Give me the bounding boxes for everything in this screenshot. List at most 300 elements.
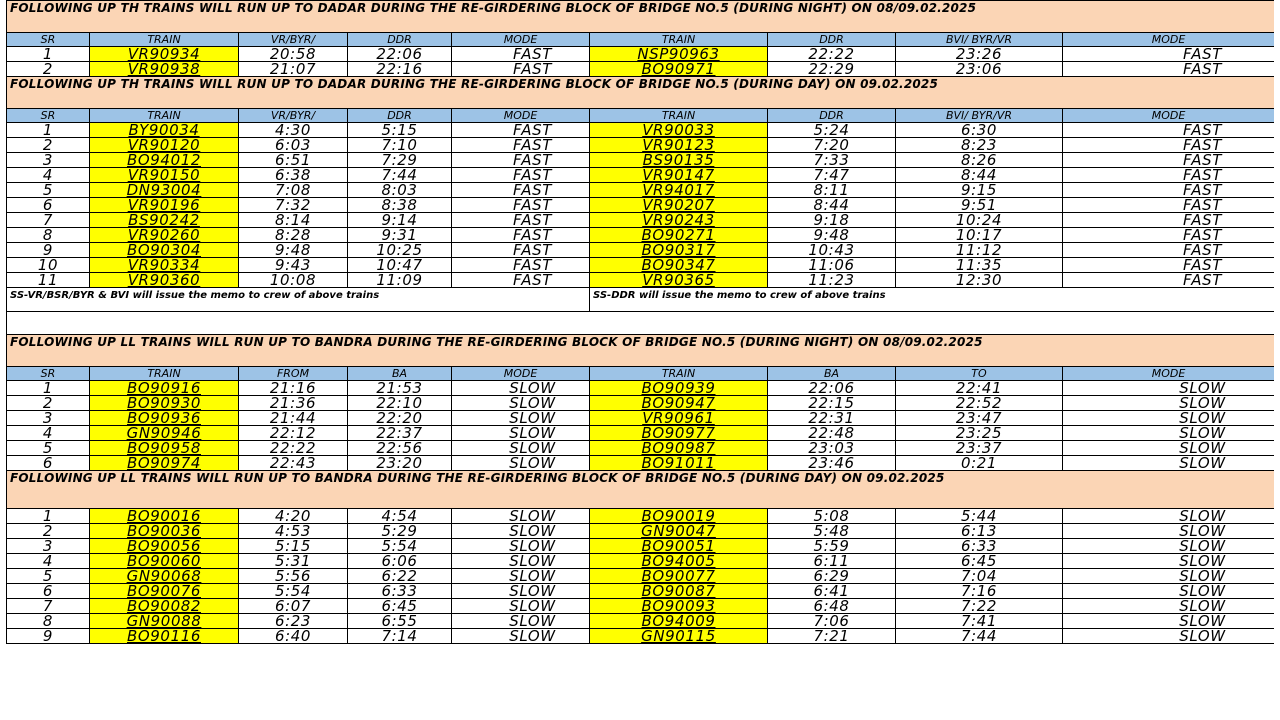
table-row xyxy=(7,183,1275,198)
header-ddr-time: DDR xyxy=(348,33,452,47)
train-number: BO90930 xyxy=(90,396,239,411)
cell-ddr-time: 7:47 xyxy=(768,168,896,183)
table-row xyxy=(7,198,1275,213)
cell-sr: 2 xyxy=(7,138,90,153)
cell-from-time: 6:40 xyxy=(239,629,348,644)
cell-mode: SLOW xyxy=(452,599,590,614)
train-number: BO90947 xyxy=(590,396,768,411)
cell-ddr-time: 7:10 xyxy=(348,138,452,153)
cell-mode: SLOW xyxy=(452,614,590,629)
cell-ddr-time: 8:38 xyxy=(348,198,452,213)
header-sr: SR xyxy=(7,367,90,381)
block-schedule-sheet xyxy=(6,0,1274,720)
header-train: TRAIN xyxy=(590,367,768,381)
table-row xyxy=(7,554,1275,569)
cell-mode: FAST xyxy=(452,47,590,62)
cell-sr: 1 xyxy=(7,509,90,524)
cell-ddr-time: 5:24 xyxy=(768,123,896,138)
header-mode: MODE xyxy=(452,109,590,123)
spacer-cell xyxy=(7,312,1275,335)
cell-from-time: 6:03 xyxy=(239,138,348,153)
header-ddr-time: DDR xyxy=(768,109,896,123)
cell-ddr-time: 6:33 xyxy=(348,584,452,599)
train-number: BS90242 xyxy=(90,213,239,228)
train-number: VR90243 xyxy=(590,213,768,228)
table-row xyxy=(7,47,1275,62)
header-sr: SR xyxy=(7,109,90,123)
train-number: BO90019 xyxy=(590,509,768,524)
cell-mode: SLOW xyxy=(1063,539,1275,554)
cell-ddr-time: 8:44 xyxy=(768,198,896,213)
night-up-ll-banner xyxy=(7,335,1275,367)
train-number: VR90938 xyxy=(90,62,239,77)
cell-ddr-time: 6:45 xyxy=(348,599,452,614)
cell-mode: SLOW xyxy=(1063,584,1275,599)
cell-to-time: 23:47 xyxy=(896,411,1063,426)
cell-ddr-time: 6:29 xyxy=(768,569,896,584)
cell-mode: FAST xyxy=(452,198,590,213)
train-number: VR90196 xyxy=(90,198,239,213)
cell-ddr-time: 22:31 xyxy=(768,411,896,426)
cell-ddr-time: 7:14 xyxy=(348,629,452,644)
cell-mode: SLOW xyxy=(452,569,590,584)
night-up-th-banner xyxy=(7,1,1275,33)
cell-ddr-time: 10:43 xyxy=(768,243,896,258)
train-number: VR90150 xyxy=(90,168,239,183)
cell-to-time: 8:23 xyxy=(896,138,1063,153)
cell-ddr-time: 6:41 xyxy=(768,584,896,599)
cell-mode: SLOW xyxy=(1063,456,1275,471)
cell-from-time: 10:08 xyxy=(239,273,348,288)
cell-to-time: 7:41 xyxy=(896,614,1063,629)
train-number: BO90056 xyxy=(90,539,239,554)
header-mode: MODE xyxy=(452,367,590,381)
cell-ddr-time: 7:06 xyxy=(768,614,896,629)
cell-ddr-time: 9:31 xyxy=(348,228,452,243)
cell-to-time: 6:33 xyxy=(896,539,1063,554)
train-number: BO90116 xyxy=(90,629,239,644)
cell-to-time: 23:37 xyxy=(896,441,1063,456)
table-row xyxy=(7,123,1275,138)
cell-mode: SLOW xyxy=(1063,411,1275,426)
header-train: TRAIN xyxy=(90,367,239,381)
cell-ddr-time: 6:06 xyxy=(348,554,452,569)
train-number: BO90093 xyxy=(590,599,768,614)
cell-mode: SLOW xyxy=(1063,554,1275,569)
cell-from-time: 21:07 xyxy=(239,62,348,77)
train-number: VR90123 xyxy=(590,138,768,153)
header-train: TRAIN xyxy=(90,109,239,123)
cell-mode: SLOW xyxy=(452,584,590,599)
header-from-time: FROM xyxy=(239,367,348,381)
cell-sr: 4 xyxy=(7,168,90,183)
train-number: BY90034 xyxy=(90,123,239,138)
cell-mode: SLOW xyxy=(1063,396,1275,411)
cell-mode: SLOW xyxy=(452,396,590,411)
table-row xyxy=(7,441,1275,456)
cell-mode: FAST xyxy=(452,243,590,258)
memo-right: SS-DDR will issue the memo to crew of above trains xyxy=(590,288,1275,312)
column-header-row xyxy=(7,33,1275,47)
table-row xyxy=(7,168,1275,183)
cell-ddr-time: 22:22 xyxy=(768,47,896,62)
cell-sr: 5 xyxy=(7,183,90,198)
cell-mode: FAST xyxy=(452,153,590,168)
cell-from-time: 4:30 xyxy=(239,123,348,138)
cell-ddr-time: 11:06 xyxy=(768,258,896,273)
cell-mode: SLOW xyxy=(452,456,590,471)
train-number: BO90077 xyxy=(590,569,768,584)
cell-sr: 6 xyxy=(7,584,90,599)
cell-to-time: 12:30 xyxy=(896,273,1063,288)
cell-to-time: 8:26 xyxy=(896,153,1063,168)
cell-from-time: 8:28 xyxy=(239,228,348,243)
cell-sr: 6 xyxy=(7,198,90,213)
cell-ddr-time: 5:59 xyxy=(768,539,896,554)
cell-ddr-time: 5:08 xyxy=(768,509,896,524)
cell-from-time: 5:15 xyxy=(239,539,348,554)
cell-mode: SLOW xyxy=(452,441,590,456)
cell-mode: FAST xyxy=(452,123,590,138)
header-train: TRAIN xyxy=(590,109,768,123)
cell-mode: FAST xyxy=(452,183,590,198)
table-row xyxy=(7,456,1275,471)
header-mode: MODE xyxy=(452,33,590,47)
cell-ddr-time: 6:55 xyxy=(348,614,452,629)
cell-from-time: 5:31 xyxy=(239,554,348,569)
cell-from-time: 22:43 xyxy=(239,456,348,471)
train-number: BO90971 xyxy=(590,62,768,77)
train-number: VR90033 xyxy=(590,123,768,138)
cell-mode: SLOW xyxy=(1063,509,1275,524)
cell-ddr-time: 10:25 xyxy=(348,243,452,258)
train-number: VR90207 xyxy=(590,198,768,213)
cell-from-time: 4:20 xyxy=(239,509,348,524)
header-ddr-time: BA xyxy=(348,367,452,381)
cell-ddr-time: 22:48 xyxy=(768,426,896,441)
cell-mode: SLOW xyxy=(452,509,590,524)
cell-ddr-time: 9:18 xyxy=(768,213,896,228)
cell-sr: 5 xyxy=(7,441,90,456)
cell-ddr-time: 22:29 xyxy=(768,62,896,77)
cell-sr: 4 xyxy=(7,554,90,569)
table-row xyxy=(7,138,1275,153)
cell-from-time: 4:53 xyxy=(239,524,348,539)
cell-to-time: 22:52 xyxy=(896,396,1063,411)
cell-ddr-time: 21:53 xyxy=(348,381,452,396)
train-number: BO90076 xyxy=(90,584,239,599)
cell-mode: FAST xyxy=(452,168,590,183)
cell-ddr-time: 5:48 xyxy=(768,524,896,539)
cell-sr: 7 xyxy=(7,213,90,228)
cell-mode: FAST xyxy=(1063,62,1275,77)
column-header-row xyxy=(7,109,1275,123)
cell-mode: FAST xyxy=(1063,168,1275,183)
cell-mode: SLOW xyxy=(1063,569,1275,584)
cell-from-time: 7:08 xyxy=(239,183,348,198)
cell-ddr-time: 8:11 xyxy=(768,183,896,198)
section-banner: FOLLOWING UP TH TRAINS WILL RUN UP TO DADAR DURING THE RE-GIRDERING BLOCK OF BRIDGE NO.5 (DURING NIGHT) ON 08/09.02.2025 xyxy=(7,1,1275,33)
header-to-time: BVI/ BYR/VR xyxy=(896,109,1063,123)
cell-to-time: 6:30 xyxy=(896,123,1063,138)
cell-from-time: 22:12 xyxy=(239,426,348,441)
cell-sr: 5 xyxy=(7,569,90,584)
cell-to-time: 7:16 xyxy=(896,584,1063,599)
cell-mode: FAST xyxy=(452,62,590,77)
train-number: BO90347 xyxy=(590,258,768,273)
cell-sr: 2 xyxy=(7,524,90,539)
cell-ddr-time: 22:20 xyxy=(348,411,452,426)
train-number: VR90260 xyxy=(90,228,239,243)
header-mode: MODE xyxy=(1063,367,1275,381)
header-ddr-time: BA xyxy=(768,367,896,381)
table-row xyxy=(7,614,1275,629)
cell-mode: FAST xyxy=(1063,228,1275,243)
table-row xyxy=(7,509,1275,524)
cell-ddr-time: 6:22 xyxy=(348,569,452,584)
day-up-th-banner xyxy=(7,77,1275,109)
train-number: VR90334 xyxy=(90,258,239,273)
cell-to-time: 7:22 xyxy=(896,599,1063,614)
cell-mode: SLOW xyxy=(1063,441,1275,456)
column-header-row xyxy=(7,367,1275,381)
cell-sr: 10 xyxy=(7,258,90,273)
cell-from-time: 7:32 xyxy=(239,198,348,213)
cell-to-time: 0:21 xyxy=(896,456,1063,471)
cell-to-time: 11:12 xyxy=(896,243,1063,258)
train-number: BO90051 xyxy=(590,539,768,554)
train-number: VR90120 xyxy=(90,138,239,153)
cell-from-time: 8:14 xyxy=(239,213,348,228)
cell-ddr-time: 9:48 xyxy=(768,228,896,243)
header-from-time: VR/BYR/ xyxy=(239,33,348,47)
cell-ddr-time: 22:16 xyxy=(348,62,452,77)
cell-ddr-time: 22:15 xyxy=(768,396,896,411)
cell-ddr-time: 7:21 xyxy=(768,629,896,644)
cell-to-time: 23:06 xyxy=(896,62,1063,77)
header-sr: SR xyxy=(7,33,90,47)
table-row xyxy=(7,524,1275,539)
train-number: BO90936 xyxy=(90,411,239,426)
cell-mode: FAST xyxy=(452,213,590,228)
cell-ddr-time: 4:54 xyxy=(348,509,452,524)
cell-to-time: 23:26 xyxy=(896,47,1063,62)
train-number: DN93004 xyxy=(90,183,239,198)
table-row xyxy=(7,396,1275,411)
train-number: BO90060 xyxy=(90,554,239,569)
memo-left: SS-VR/BSR/BYR & BVI will issue the memo to crew of above trains xyxy=(7,288,590,312)
cell-to-time: 11:35 xyxy=(896,258,1063,273)
cell-ddr-time: 22:56 xyxy=(348,441,452,456)
cell-to-time: 7:44 xyxy=(896,629,1063,644)
cell-sr: 6 xyxy=(7,456,90,471)
cell-ddr-time: 7:20 xyxy=(768,138,896,153)
cell-to-time: 6:45 xyxy=(896,554,1063,569)
cell-sr: 1 xyxy=(7,381,90,396)
cell-sr: 4 xyxy=(7,426,90,441)
cell-from-time: 22:22 xyxy=(239,441,348,456)
section-banner: FOLLOWING UP LL TRAINS WILL RUN UP TO BANDRA DURING THE RE-GIRDERING BLOCK OF BRIDGE NO.5 (DURING DAY) ON 09.02.2025 xyxy=(7,471,1275,509)
cell-mode: FAST xyxy=(1063,153,1275,168)
cell-mode: SLOW xyxy=(1063,599,1275,614)
cell-sr: 8 xyxy=(7,228,90,243)
cell-sr: 9 xyxy=(7,629,90,644)
cell-mode: SLOW xyxy=(452,411,590,426)
table-row xyxy=(7,599,1275,614)
cell-to-time: 9:15 xyxy=(896,183,1063,198)
train-number: BO90987 xyxy=(590,441,768,456)
train-number: VR94017 xyxy=(590,183,768,198)
cell-ddr-time: 23:20 xyxy=(348,456,452,471)
cell-from-time: 6:23 xyxy=(239,614,348,629)
cell-sr: 1 xyxy=(7,47,90,62)
cell-from-time: 20:58 xyxy=(239,47,348,62)
day-up-ll-banner xyxy=(7,471,1275,509)
table-row xyxy=(7,426,1275,441)
table-row xyxy=(7,213,1275,228)
train-number: BS90135 xyxy=(590,153,768,168)
cell-ddr-time: 23:03 xyxy=(768,441,896,456)
train-number: GN90068 xyxy=(90,569,239,584)
header-from-time: VR/BYR/ xyxy=(239,109,348,123)
cell-mode: SLOW xyxy=(1063,524,1275,539)
train-number: BO90304 xyxy=(90,243,239,258)
train-number: BO90016 xyxy=(90,509,239,524)
table-row xyxy=(7,629,1275,644)
table-row xyxy=(7,539,1275,554)
cell-to-time: 6:13 xyxy=(896,524,1063,539)
cell-from-time: 21:36 xyxy=(239,396,348,411)
cell-ddr-time: 22:10 xyxy=(348,396,452,411)
cell-to-time: 10:24 xyxy=(896,213,1063,228)
train-number: GN90047 xyxy=(590,524,768,539)
cell-ddr-time: 23:46 xyxy=(768,456,896,471)
cell-mode: SLOW xyxy=(452,629,590,644)
cell-mode: SLOW xyxy=(1063,614,1275,629)
schedule-table xyxy=(6,0,1274,644)
cell-sr: 1 xyxy=(7,123,90,138)
table-row xyxy=(7,381,1275,396)
cell-mode: SLOW xyxy=(1063,381,1275,396)
header-ddr-time: DDR xyxy=(348,109,452,123)
cell-sr: 8 xyxy=(7,614,90,629)
cell-from-time: 21:44 xyxy=(239,411,348,426)
cell-ddr-time: 9:14 xyxy=(348,213,452,228)
cell-from-time: 9:43 xyxy=(239,258,348,273)
cell-ddr-time: 22:37 xyxy=(348,426,452,441)
cell-to-time: 8:44 xyxy=(896,168,1063,183)
header-train: TRAIN xyxy=(590,33,768,47)
table-row xyxy=(7,584,1275,599)
train-number: BO90939 xyxy=(590,381,768,396)
train-number: VR90934 xyxy=(90,47,239,62)
table-row xyxy=(7,228,1275,243)
spacer-row xyxy=(7,312,1275,335)
train-number: BO90977 xyxy=(590,426,768,441)
cell-from-time: 6:51 xyxy=(239,153,348,168)
cell-mode: FAST xyxy=(1063,273,1275,288)
cell-sr: 7 xyxy=(7,599,90,614)
train-number: BO90082 xyxy=(90,599,239,614)
header-mode: MODE xyxy=(1063,33,1275,47)
train-number: BO90036 xyxy=(90,524,239,539)
cell-mode: SLOW xyxy=(452,524,590,539)
cell-to-time: 23:25 xyxy=(896,426,1063,441)
cell-sr: 2 xyxy=(7,396,90,411)
memo-row xyxy=(7,288,1275,312)
train-number: BO94005 xyxy=(590,554,768,569)
train-number: VR90360 xyxy=(90,273,239,288)
cell-from-time: 5:56 xyxy=(239,569,348,584)
cell-mode: SLOW xyxy=(452,554,590,569)
cell-mode: SLOW xyxy=(452,539,590,554)
cell-to-time: 7:04 xyxy=(896,569,1063,584)
header-train: TRAIN xyxy=(90,33,239,47)
cell-mode: FAST xyxy=(452,138,590,153)
train-number: VR90961 xyxy=(590,411,768,426)
cell-ddr-time: 6:11 xyxy=(768,554,896,569)
cell-to-time: 10:17 xyxy=(896,228,1063,243)
cell-ddr-time: 8:03 xyxy=(348,183,452,198)
cell-from-time: 6:07 xyxy=(239,599,348,614)
table-row xyxy=(7,273,1275,288)
table-row xyxy=(7,411,1275,426)
cell-to-time: 22:41 xyxy=(896,381,1063,396)
cell-from-time: 21:16 xyxy=(239,381,348,396)
header-ddr-time: DDR xyxy=(768,33,896,47)
cell-sr: 3 xyxy=(7,539,90,554)
cell-ddr-time: 7:29 xyxy=(348,153,452,168)
train-number: BO91011 xyxy=(590,456,768,471)
cell-mode: FAST xyxy=(1063,123,1275,138)
train-number: BO90317 xyxy=(590,243,768,258)
cell-from-time: 5:54 xyxy=(239,584,348,599)
cell-mode: FAST xyxy=(1063,183,1275,198)
section-banner: FOLLOWING UP LL TRAINS WILL RUN UP TO BANDRA DURING THE RE-GIRDERING BLOCK OF BRIDGE NO.5 (DURING NIGHT) ON 08/09.02.2025 xyxy=(7,335,1275,367)
cell-ddr-time: 7:44 xyxy=(348,168,452,183)
cell-from-time: 9:48 xyxy=(239,243,348,258)
cell-mode: FAST xyxy=(1063,243,1275,258)
train-number: BO94012 xyxy=(90,153,239,168)
cell-mode: FAST xyxy=(452,273,590,288)
header-to-time: BVI/ BYR/VR xyxy=(896,33,1063,47)
cell-to-time: 5:44 xyxy=(896,509,1063,524)
train-number: BO90974 xyxy=(90,456,239,471)
train-number: BO90271 xyxy=(590,228,768,243)
train-number: GN90088 xyxy=(90,614,239,629)
cell-sr: 3 xyxy=(7,411,90,426)
train-number: BO94009 xyxy=(590,614,768,629)
train-number: GN90115 xyxy=(590,629,768,644)
cell-mode: SLOW xyxy=(1063,629,1275,644)
train-number: VR90365 xyxy=(590,273,768,288)
cell-ddr-time: 7:33 xyxy=(768,153,896,168)
train-number: BO90916 xyxy=(90,381,239,396)
header-to-time: TO xyxy=(896,367,1063,381)
cell-mode: FAST xyxy=(1063,213,1275,228)
cell-to-time: 9:51 xyxy=(896,198,1063,213)
table-row xyxy=(7,258,1275,273)
cell-mode: FAST xyxy=(1063,47,1275,62)
table-row xyxy=(7,569,1275,584)
table-row xyxy=(7,243,1275,258)
cell-ddr-time: 5:54 xyxy=(348,539,452,554)
cell-sr: 3 xyxy=(7,153,90,168)
cell-mode: SLOW xyxy=(1063,426,1275,441)
cell-ddr-time: 6:48 xyxy=(768,599,896,614)
section-banner: FOLLOWING UP TH TRAINS WILL RUN UP TO DADAR DURING THE RE-GIRDERING BLOCK OF BRIDGE NO.5 (DURING DAY) ON 09.02.2025 xyxy=(7,77,1275,109)
cell-mode: FAST xyxy=(1063,258,1275,273)
